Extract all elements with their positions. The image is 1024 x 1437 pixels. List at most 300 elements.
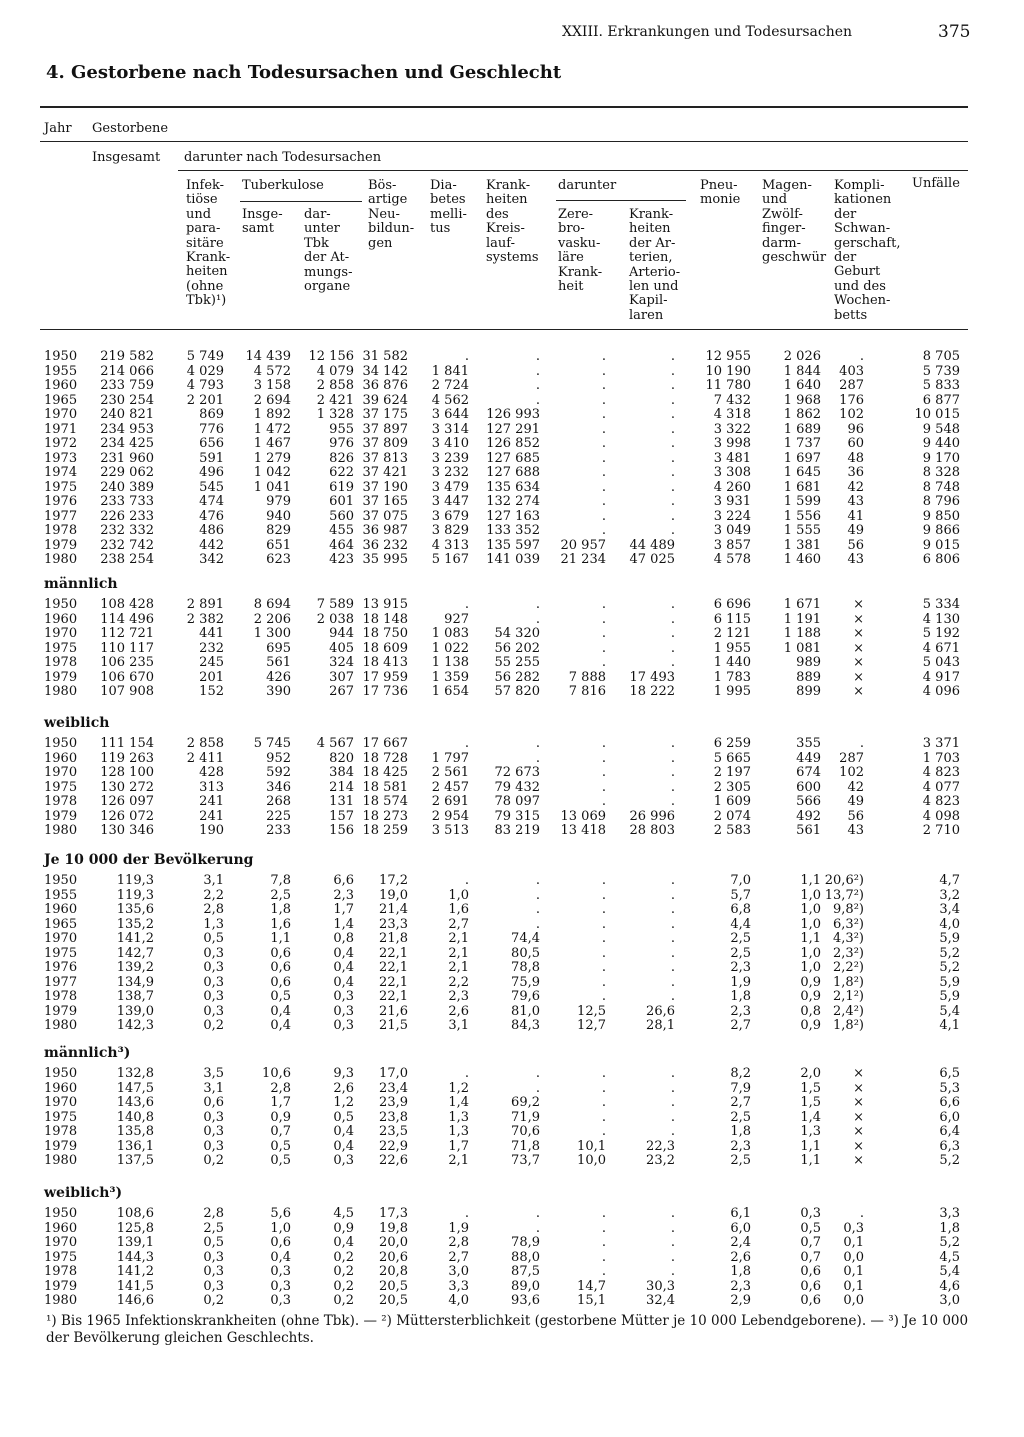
table-cell: 60 — [847, 436, 864, 451]
table-cell: 623 — [266, 552, 291, 567]
table-cell: 6 696 — [713, 597, 751, 612]
table-cell: 4 130 — [922, 611, 960, 627]
table-cell: . — [601, 1235, 606, 1250]
table-cell: 1,5 — [800, 1095, 821, 1110]
table-cell: 561 — [796, 823, 821, 838]
table-cell: 1,8 — [270, 902, 291, 917]
table-row — [0, 1005, 1024, 1020]
table-cell: 1 697 — [783, 450, 821, 466]
table-row — [0, 1019, 1024, 1034]
table-cell: . — [464, 873, 469, 888]
table-cell: 78,8 — [511, 960, 540, 975]
table-cell: 44 489 — [629, 537, 675, 553]
table-cell: 8 694 — [253, 597, 291, 612]
table-cell: 2 858 — [316, 378, 354, 393]
table-cell: 2,4²) — [833, 1003, 864, 1019]
table-cell: . — [670, 378, 675, 393]
table-cell: 0,3 — [800, 1206, 821, 1221]
table-cell: 0,3 — [270, 1278, 291, 1294]
table-cell: 135 597 — [486, 537, 540, 553]
table-cell: 826 — [329, 450, 354, 466]
table-cell: 0,1 — [843, 1235, 864, 1250]
table-cell: 566 — [796, 794, 821, 809]
table-cell: 232 332 — [100, 523, 154, 538]
table-cell: 84,3 — [511, 1018, 540, 1033]
table-cell: . — [601, 1109, 606, 1125]
rule-head-bottom — [40, 329, 968, 330]
table-row — [0, 1125, 1024, 1140]
table-cell: . — [670, 1206, 675, 1221]
table-cell: 267 — [329, 684, 354, 699]
table-cell: 5,4 — [939, 1003, 960, 1019]
table-cell: 4 318 — [713, 407, 751, 422]
table-cell: 1,1 — [800, 873, 821, 888]
table-cell: 3 447 — [431, 494, 469, 509]
table-cell: 2 891 — [186, 597, 224, 612]
table-cell: 4,0 — [448, 1293, 469, 1308]
table-cell: . — [464, 349, 469, 364]
table-cell: . — [859, 1206, 864, 1221]
table-cell: 0,1 — [843, 1264, 864, 1279]
table-cell: . — [670, 902, 675, 917]
table-cell: 2,8 — [203, 902, 224, 917]
table-cell: 114 496 — [100, 611, 154, 627]
table-cell: 37 175 — [362, 407, 408, 422]
table-cell: 233 733 — [100, 494, 154, 509]
table-cell: 1 645 — [783, 465, 821, 480]
table-cell: 9 015 — [922, 537, 960, 553]
table-cell: 2,3 — [730, 1003, 751, 1019]
table-cell: 0,0 — [843, 1249, 864, 1265]
table-cell: 2 954 — [431, 808, 469, 824]
table-cell: 1,0 — [800, 887, 821, 903]
table-cell: 10 190 — [705, 363, 751, 379]
table-cell: 0,7 — [270, 1124, 291, 1139]
table-cell: 4 098 — [922, 808, 960, 824]
table-cell: . — [601, 1095, 606, 1110]
table-cell: 776 — [199, 421, 224, 437]
table-cell: . — [535, 916, 540, 932]
table-cell: 1 737 — [783, 436, 821, 451]
table-cell: 1950 — [44, 1206, 78, 1221]
table-cell: 1,1 — [800, 1153, 821, 1168]
table-cell: . — [601, 523, 606, 538]
table-cell: 43 — [847, 823, 864, 838]
table-cell: × — [853, 1095, 864, 1110]
table-cell: 1,2 — [448, 1080, 469, 1096]
table-cell: 3 998 — [713, 436, 751, 451]
table-cell: 8 748 — [922, 479, 960, 495]
table-row — [0, 423, 1024, 438]
table-cell: 135,8 — [116, 1124, 154, 1139]
table-cell: 2,7 — [448, 1249, 469, 1265]
table-cell: . — [670, 479, 675, 495]
table-cell: 1960 — [44, 750, 78, 766]
table-cell: 1 440 — [713, 655, 751, 670]
table-cell: 0,4 — [270, 1003, 291, 1019]
table-cell: 1 328 — [316, 407, 354, 422]
table-cell: 1 955 — [713, 640, 751, 656]
table-cell: . — [670, 1264, 675, 1279]
table-row — [0, 1280, 1024, 1295]
table-cell: 71,8 — [511, 1138, 540, 1154]
table-cell: 2,3 — [730, 1278, 751, 1294]
table-cell: 245 — [199, 655, 224, 670]
table-cell: 3,0 — [939, 1293, 960, 1308]
table-cell: 147,5 — [116, 1080, 154, 1096]
table-cell: 41 — [847, 508, 864, 524]
table-cell: 142,7 — [116, 945, 154, 961]
table-cell: 135,2 — [116, 916, 154, 932]
table-cell: × — [853, 655, 864, 670]
table-cell: 6 877 — [922, 392, 960, 408]
table-cell: 1,4 — [800, 1109, 821, 1125]
table-cell: 1,3 — [448, 1124, 469, 1139]
table-row — [0, 539, 1024, 554]
table-cell: 1 555 — [783, 523, 821, 538]
table-cell: 4 823 — [922, 794, 960, 809]
table-cell: 18 259 — [362, 823, 408, 838]
table-cell: . — [601, 626, 606, 641]
table-cell: 2 201 — [186, 392, 224, 408]
table-cell: 43 — [847, 552, 864, 567]
table-cell: 1975 — [44, 945, 78, 961]
table-cell: 107 908 — [100, 684, 154, 699]
table-cell: . — [464, 597, 469, 612]
table-cell: . — [670, 931, 675, 946]
col-unfaelle: Unfälle — [912, 176, 960, 191]
table-cell: . — [670, 794, 675, 809]
table-cell: 6,5 — [939, 1066, 960, 1081]
table-row — [0, 824, 1024, 839]
table-cell: 96 — [847, 421, 864, 437]
rule-under-darunter — [178, 170, 968, 171]
table-cell: 21,5 — [379, 1018, 408, 1033]
table-cell: 5 833 — [922, 378, 960, 393]
table-cell: 7 589 — [316, 597, 354, 612]
table-cell: 133 352 — [486, 523, 540, 538]
table-cell: 4 077 — [922, 779, 960, 795]
table-cell: 2,3 — [730, 960, 751, 975]
table-cell: 1 703 — [922, 750, 960, 766]
table-row — [0, 1096, 1024, 1111]
rule-under-gestorbene — [40, 141, 968, 142]
table-cell: 0,3 — [843, 1220, 864, 1236]
table-cell: . — [601, 1249, 606, 1265]
table-cell: 2 411 — [186, 750, 224, 766]
table-cell: 74,4 — [511, 931, 540, 946]
table-cell: 2,0 — [800, 1066, 821, 1081]
table-cell: 1 862 — [783, 407, 821, 422]
table-cell: 141,5 — [116, 1278, 154, 1294]
table-cell: 1975 — [44, 479, 78, 495]
table-cell: 22,1 — [379, 945, 408, 961]
table-cell: 234 425 — [100, 436, 154, 451]
table-cell: 9,8²) — [833, 902, 864, 917]
col-komplikationen: Kompli- kationen der Schwan- gerschaft, der Geburt und des Wochen- betts — [834, 178, 901, 323]
table-cell: 3 224 — [713, 508, 751, 524]
table-cell: 287 — [839, 750, 864, 766]
rule-top — [40, 106, 968, 108]
table-cell: 56 — [847, 537, 864, 553]
table-cell: 102 — [839, 407, 864, 422]
table-cell: 3,1 — [203, 1080, 224, 1096]
table-cell: . — [601, 1264, 606, 1279]
table-cell: 5 043 — [922, 655, 960, 670]
table-cell: 4,7 — [939, 873, 960, 888]
table-cell: . — [601, 640, 606, 656]
table-cell: 1 609 — [713, 794, 751, 809]
table-cell: 2,5 — [270, 887, 291, 903]
table-section — [0, 1067, 1024, 1169]
table-cell: 3 857 — [713, 537, 751, 553]
table-cell: 3 239 — [431, 450, 469, 466]
table-cell: 1 083 — [431, 626, 469, 641]
table-row — [0, 889, 1024, 904]
table-cell: . — [670, 655, 675, 670]
table-row — [0, 452, 1024, 467]
table-cell: 5 167 — [431, 552, 469, 567]
table-cell: 5 192 — [922, 626, 960, 641]
table-section — [0, 350, 1024, 568]
table-cell: 1 359 — [431, 669, 469, 685]
table-cell: . — [670, 1235, 675, 1250]
table-cell: 4 793 — [186, 378, 224, 393]
table-cell: 226 233 — [100, 508, 154, 524]
table-cell: 134,9 — [116, 974, 154, 990]
table-cell: 14,7 — [577, 1278, 606, 1294]
table-cell: 1,0 — [448, 887, 469, 903]
table-cell: 23,5 — [379, 1124, 408, 1139]
table-cell: 20,6²) — [824, 873, 864, 888]
table-cell: 1,9 — [448, 1220, 469, 1236]
table-cell: 442 — [199, 537, 224, 553]
table-cell: 989 — [796, 655, 821, 670]
table-cell: 2,2 — [203, 887, 224, 903]
table-cell: . — [670, 765, 675, 780]
table-cell: . — [670, 407, 675, 422]
table-cell: 1950 — [44, 597, 78, 612]
table-cell: . — [601, 1220, 606, 1236]
table-cell: 28 803 — [629, 823, 675, 838]
table-cell: 2,4 — [730, 1235, 751, 1250]
table-cell: 1 783 — [713, 669, 751, 685]
table-cell: 979 — [266, 494, 291, 509]
table-cell: 233 759 — [100, 378, 154, 393]
table-cell: 13,7²) — [824, 887, 864, 903]
table-cell: 1,5 — [800, 1080, 821, 1096]
table-cell: 130 272 — [100, 779, 154, 795]
table-cell: 1,1 — [800, 1138, 821, 1154]
table-cell: 152 — [199, 684, 224, 699]
table-cell: 656 — [199, 436, 224, 451]
table-cell: 240 389 — [100, 479, 154, 495]
table-cell: . — [601, 989, 606, 1004]
table-cell: 79 432 — [494, 779, 540, 795]
table-row — [0, 598, 1024, 613]
table-cell: 3,5 — [203, 1066, 224, 1081]
table-cell: . — [670, 779, 675, 795]
group-label: männlich — [44, 576, 118, 592]
table-cell: 7 432 — [713, 392, 751, 408]
col-magen: Magen- und Zwölf- finger- darm- geschwür — [762, 178, 827, 266]
table-cell: 28,1 — [646, 1018, 675, 1033]
table-cell: 2,8 — [270, 1080, 291, 1096]
table-cell: 9 548 — [922, 421, 960, 437]
table-cell: × — [853, 611, 864, 627]
table-cell: 26 996 — [629, 808, 675, 824]
table-cell: 2,6 — [730, 1249, 751, 1265]
table-cell: . — [535, 873, 540, 888]
table-cell: . — [601, 902, 606, 917]
table-cell: 5,2 — [939, 945, 960, 961]
table-cell: 19,8 — [379, 1220, 408, 1236]
table-cell: 1,0 — [800, 916, 821, 932]
col-kreislauf: Krank- heiten des Kreis- lauf- systems — [486, 178, 539, 266]
table-cell: 1 279 — [253, 450, 291, 466]
table-cell: 110 117 — [100, 640, 154, 656]
table-cell: 2 710 — [922, 823, 960, 838]
table-cell: 4 313 — [431, 537, 469, 553]
table-cell: 4 823 — [922, 765, 960, 780]
table-cell: 214 — [329, 779, 354, 795]
table-cell: 3,3 — [448, 1278, 469, 1294]
table-cell: 651 — [266, 537, 291, 553]
table-cell: . — [601, 465, 606, 480]
table-cell: 13 915 — [362, 597, 408, 612]
table-cell: 455 — [329, 523, 354, 538]
table-cell: 7,0 — [730, 873, 751, 888]
table-row — [0, 524, 1024, 539]
table-cell: 1,7 — [448, 1138, 469, 1154]
table-cell: 1,8 — [730, 1124, 751, 1139]
table-row — [0, 656, 1024, 671]
table-cell: 561 — [266, 655, 291, 670]
table-cell: 2,5 — [730, 931, 751, 946]
table-cell: 17 493 — [629, 669, 675, 685]
table-cell: 21,6 — [379, 1003, 408, 1019]
table-row — [0, 1236, 1024, 1251]
table-row — [0, 903, 1024, 918]
table-cell: 1,2 — [333, 1095, 354, 1110]
table-cell: 4 572 — [253, 363, 291, 379]
table-cell: 695 — [266, 640, 291, 656]
table-cell: 56 282 — [494, 669, 540, 685]
col-tuberkulose: Tuberkulose — [242, 178, 324, 193]
table-cell: 4 567 — [316, 736, 354, 751]
table-cell: 22,6 — [379, 1153, 408, 1168]
table-cell: 79 315 — [494, 808, 540, 824]
table-cell: 37 190 — [362, 479, 408, 495]
table-row — [0, 1140, 1024, 1155]
table-cell: 3,3 — [939, 1206, 960, 1221]
table-cell: 17,2 — [379, 873, 408, 888]
table-cell: 106 670 — [100, 669, 154, 685]
table-cell: 1 844 — [783, 363, 821, 379]
table-cell: 1976 — [44, 494, 78, 509]
table-cell: 4,5 — [333, 1206, 354, 1221]
table-cell: 1970 — [44, 626, 78, 641]
table-cell: . — [601, 736, 606, 751]
table-cell: . — [670, 873, 675, 888]
table-cell: 10,6 — [262, 1066, 291, 1081]
table-cell: . — [535, 887, 540, 903]
table-cell: . — [601, 494, 606, 509]
table-cell: 83 219 — [494, 823, 540, 838]
table-cell: 952 — [266, 750, 291, 766]
table-cell: 889 — [796, 669, 821, 685]
table-row — [0, 990, 1024, 1005]
table-cell: 5,9 — [939, 931, 960, 946]
table-cell: 0,9 — [800, 1018, 821, 1033]
table-cell: 136,1 — [116, 1138, 154, 1154]
table-cell: 1978 — [44, 523, 78, 538]
table-cell: 144,3 — [116, 1249, 154, 1265]
table-row — [0, 947, 1024, 962]
table-row — [0, 495, 1024, 510]
table-cell: . — [670, 640, 675, 656]
table-cell: 132 274 — [486, 494, 540, 509]
table-cell: 3 931 — [713, 494, 751, 509]
table-cell: 0,2 — [203, 1153, 224, 1168]
table-cell: 108,6 — [116, 1206, 154, 1221]
table-cell: 31 582 — [362, 349, 408, 364]
table-cell: 54 320 — [494, 626, 540, 641]
table-cell: 3 410 — [431, 436, 469, 451]
table-cell: 39 624 — [362, 392, 408, 408]
table-cell: 3 232 — [431, 465, 469, 480]
table-cell: 1965 — [44, 392, 78, 408]
table-cell: 1 556 — [783, 508, 821, 524]
table-cell: 238 254 — [100, 552, 154, 567]
table-cell: 1 797 — [431, 750, 469, 766]
table-cell: 829 — [266, 523, 291, 538]
table-cell: . — [601, 479, 606, 495]
table-cell: 1 188 — [783, 626, 821, 641]
table-cell: 20,5 — [379, 1293, 408, 1308]
table-row — [0, 466, 1024, 481]
table-cell: 3 513 — [431, 823, 469, 838]
table-cell: 1972 — [44, 436, 78, 451]
table-cell: . — [601, 655, 606, 670]
table-cell: 0,6 — [270, 960, 291, 975]
table-cell: 14 439 — [245, 349, 291, 364]
table-cell: 0,9 — [800, 989, 821, 1004]
table-cell: 232 742 — [100, 537, 154, 553]
table-cell: 592 — [266, 765, 291, 780]
table-cell: 1 681 — [783, 479, 821, 495]
table-row — [0, 961, 1024, 976]
table-cell: 70,6 — [511, 1124, 540, 1139]
table-cell: . — [601, 436, 606, 451]
table-cell: 1,3 — [448, 1109, 469, 1125]
table-cell: 127 688 — [486, 465, 540, 480]
table-cell: . — [535, 1220, 540, 1236]
table-cell: . — [670, 1066, 675, 1081]
table-cell: 56 202 — [494, 640, 540, 656]
table-cell: 0,2 — [333, 1264, 354, 1279]
table-cell: 22,1 — [379, 989, 408, 1004]
table-cell: 1960 — [44, 378, 78, 393]
table-cell: 80,5 — [511, 945, 540, 961]
table-cell: 0,5 — [800, 1220, 821, 1236]
table-cell: 4,6 — [939, 1278, 960, 1294]
table-cell: 1950 — [44, 736, 78, 751]
table-cell: 126 097 — [100, 794, 154, 809]
table-cell: 157 — [329, 808, 354, 824]
table-cell: . — [535, 1206, 540, 1221]
table-cell: 2 382 — [186, 611, 224, 627]
